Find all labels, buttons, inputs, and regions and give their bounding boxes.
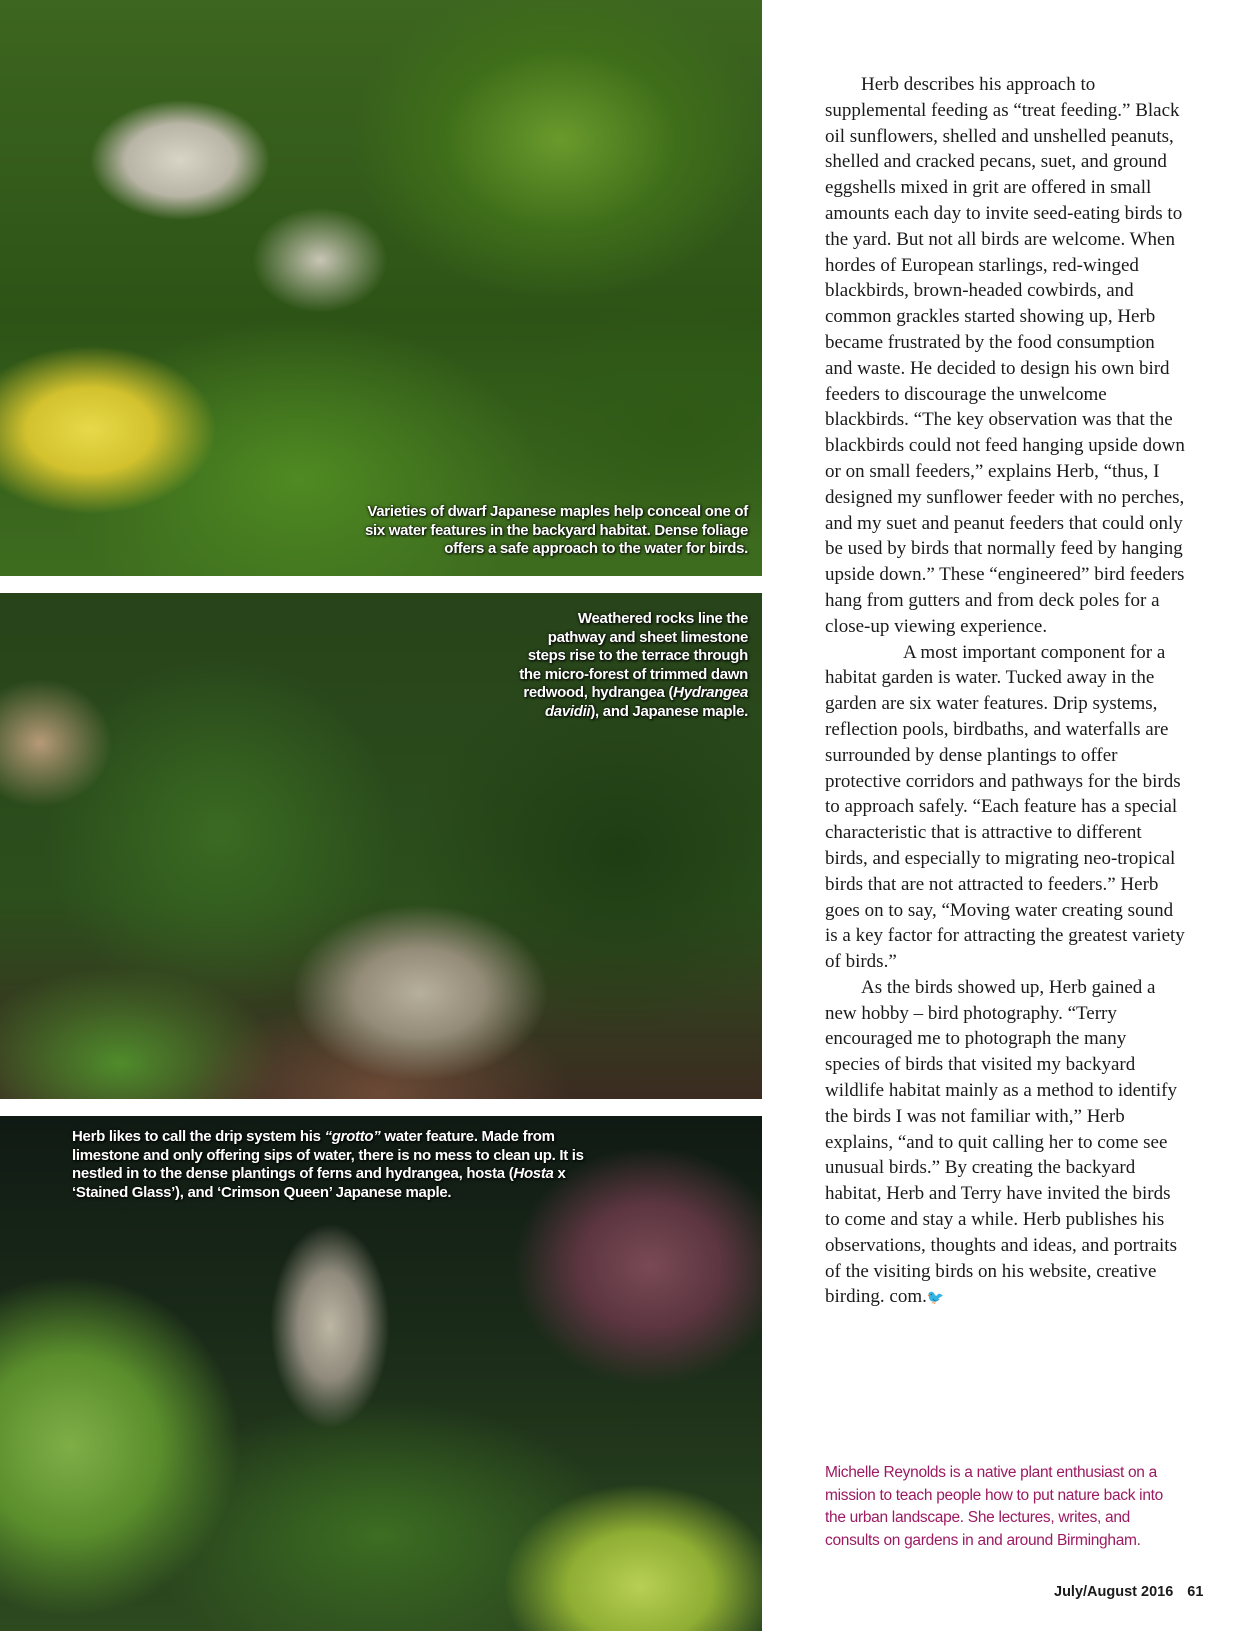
photo-caption-3: Herb likes to call the drip system his “grotto” water feature. Made from limestone and only offering sips of water, there is no mess to clean up. It is nestled in to the dense plantings of ferns and hydrangea, hosta (Hosta x ‘Stained Glass’), and ‘Crimson Queen’ Japanese maple. <box>72 1128 584 1201</box>
page-number: 61 <box>1187 1584 1204 1600</box>
page-footer <box>1054 1584 1203 1600</box>
photo-caption-1: Varieties of dwarf Japanese maples help conceal one of six water features in the backyard habitat. Dense foliage offers a safe approach to the water for birds. <box>364 503 748 557</box>
bird-end-mark-icon: 🐦 <box>926 1291 945 1307</box>
author-bio: Michelle Reynolds is a native plant enthusiast on a mission to teach people how to put nature back into the urban landscape. She lectures, writes, and consults on gardens in and around Birmingham. <box>825 1464 1163 1549</box>
garden-photo-stone-path <box>0 593 762 1099</box>
article-paragraph-3: As the birds showed up, Herb gained a new hobby – bird photography. “Terry encouraged me to photograph the many species of birds that visited my backyard wildlife habitat mainly as a method to identify the birds I was not familiar with,” Herb explains, “and to quit calling her to come see unusual birds.” By creating the backyard habitat, Herb and Terry have invited the birds to come and stay a while. Herb publishes his observations, thoughts and ideas, and portraits of the visiting birds on his website, creative birding. com.🐦 <box>825 976 1177 1308</box>
article-paragraph-1: Herb describes his approach to supplemental feeding as “treat feeding.” Black oil sunflowers, shelled and unshelled peanuts, shelled and cracked pecans, suet, and ground eggshells mixed in grit are offered in small amounts each day to invite seed-eating birds to the yard. But not all birds are welcome. When hordes of European starlings, red-winged blackbirds, brown-headed cowbirds, and common grackles started showing up, Herb became frustrated by the food consumption and waste. He decided to design his own bird feeders to discourage the unwelcome blackbirds. “The key observation was that the blackbirds could not feed hanging upside down or on small feeders,” explains Herb, “thus, I designed my sunflower feeder with no perches, and my suet and peanut feeders that could only be used by birds that normally feed by hanging upside down.” These “engineered” bird feeders hang from gutters and from deck poles for a close-up viewing experience. <box>825 74 1185 637</box>
issue-date: July/August 2016 <box>1054 1584 1174 1600</box>
article-paragraph-2: A most important component for a habitat garden is water. Tucked away in the garden are six water features. Drip systems, reflection pools, birdbaths, and waterfalls are surrounded by dense plantings to offer protective corridors and pathways for the birds to approach safely. “Each feature has a special characteristic that is attractive to different birds, and especially to migrating neo-tropical birds that are not attracted to feeders.” Herb goes on to say, “Moving water creating sound is a key factor for attracting the greatest variety of birds.” <box>825 641 1185 973</box>
garden-photo-waterfall <box>0 0 762 576</box>
garden-photo-grotto <box>0 1116 762 1631</box>
article-column <box>825 72 1185 1312</box>
photo-caption-2: Weathered rocks line the pathway and sheet limestone steps rise to the terrace through the micro-forest of trimmed dawn redwood, hydrangea (Hydrangea davidii), and Japanese maple. <box>519 610 748 720</box>
